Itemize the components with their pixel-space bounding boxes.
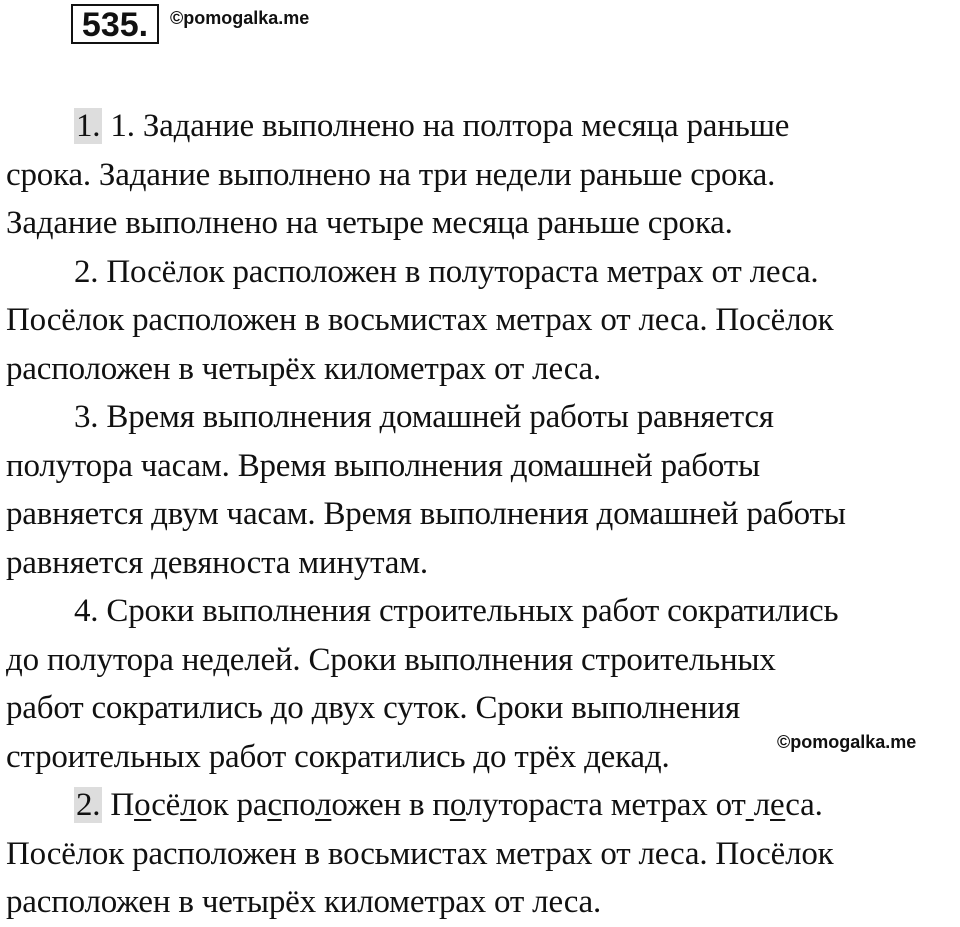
- underlined-letter: [746, 787, 754, 823]
- answer-text: [6, 102, 958, 927]
- text-line: равняется девяноста минутам.: [6, 544, 428, 581]
- text-line: Посёлок расположен в восьмистах метрах от леса. Посёлок: [6, 302, 834, 338]
- underlined-letter: л: [180, 787, 197, 823]
- exercise-number: 535.: [71, 4, 159, 44]
- underlined-letter: о: [134, 787, 152, 823]
- text-line: 3. Время выполнения домашней работы равняется: [74, 399, 774, 435]
- task1-paragraph2: [6, 248, 958, 394]
- underlined-letter: с: [267, 787, 282, 823]
- underlined-letter: л: [315, 787, 332, 823]
- text-line: равняется двум часам. Время выполнения домашней работы: [6, 496, 846, 532]
- task2-first-line: Посёлок расположен в полутораста метрах от леса.: [110, 787, 823, 823]
- text-line: до полутора неделей. Сроки выполнения строительных: [6, 641, 776, 678]
- text-line: [6, 102, 958, 151]
- text-line: расположен в четырёх километрах от леса.: [6, 350, 602, 387]
- task1-marker: 1.: [76, 108, 101, 144]
- text-line: работ сократились до двух суток. Сроки выполнения: [6, 690, 740, 726]
- text-line: Посёлок расположен в восьмистах метрах от леса. Посёлок: [6, 835, 834, 872]
- watermark-middle: ©pomogalka.me: [777, 732, 917, 752]
- underlined-letter: о: [449, 787, 466, 823]
- text-line: срока. Задание выполнено на три недели раньше срока.: [6, 156, 776, 193]
- text-span: 1. Задание выполнено на полтора месяца раньше: [110, 108, 790, 144]
- task1-paragraph1: [6, 102, 958, 248]
- text-line: строительных работ сократились до трёх декад.: [6, 738, 670, 775]
- text-line: 2. Посёлок расположен в полутораста метрах от леса.: [74, 253, 819, 290]
- task1-paragraph3: [6, 393, 958, 587]
- task2-paragraph: [6, 781, 958, 927]
- text-line: [6, 781, 958, 830]
- text-line: полутора часам. Время выполнения домашней работы: [6, 447, 760, 484]
- underlined-letter: е: [770, 787, 786, 823]
- watermark-top: ©pomogalka.me: [170, 8, 310, 28]
- text-line: Задание выполнено на четыре месяца раньше срока.: [6, 205, 733, 241]
- task2-marker: 2.: [76, 787, 101, 823]
- text-line: расположен в четырёх километрах от леса.: [6, 884, 602, 920]
- text-line: 4. Сроки выполнения строительных работ сократились: [74, 593, 839, 629]
